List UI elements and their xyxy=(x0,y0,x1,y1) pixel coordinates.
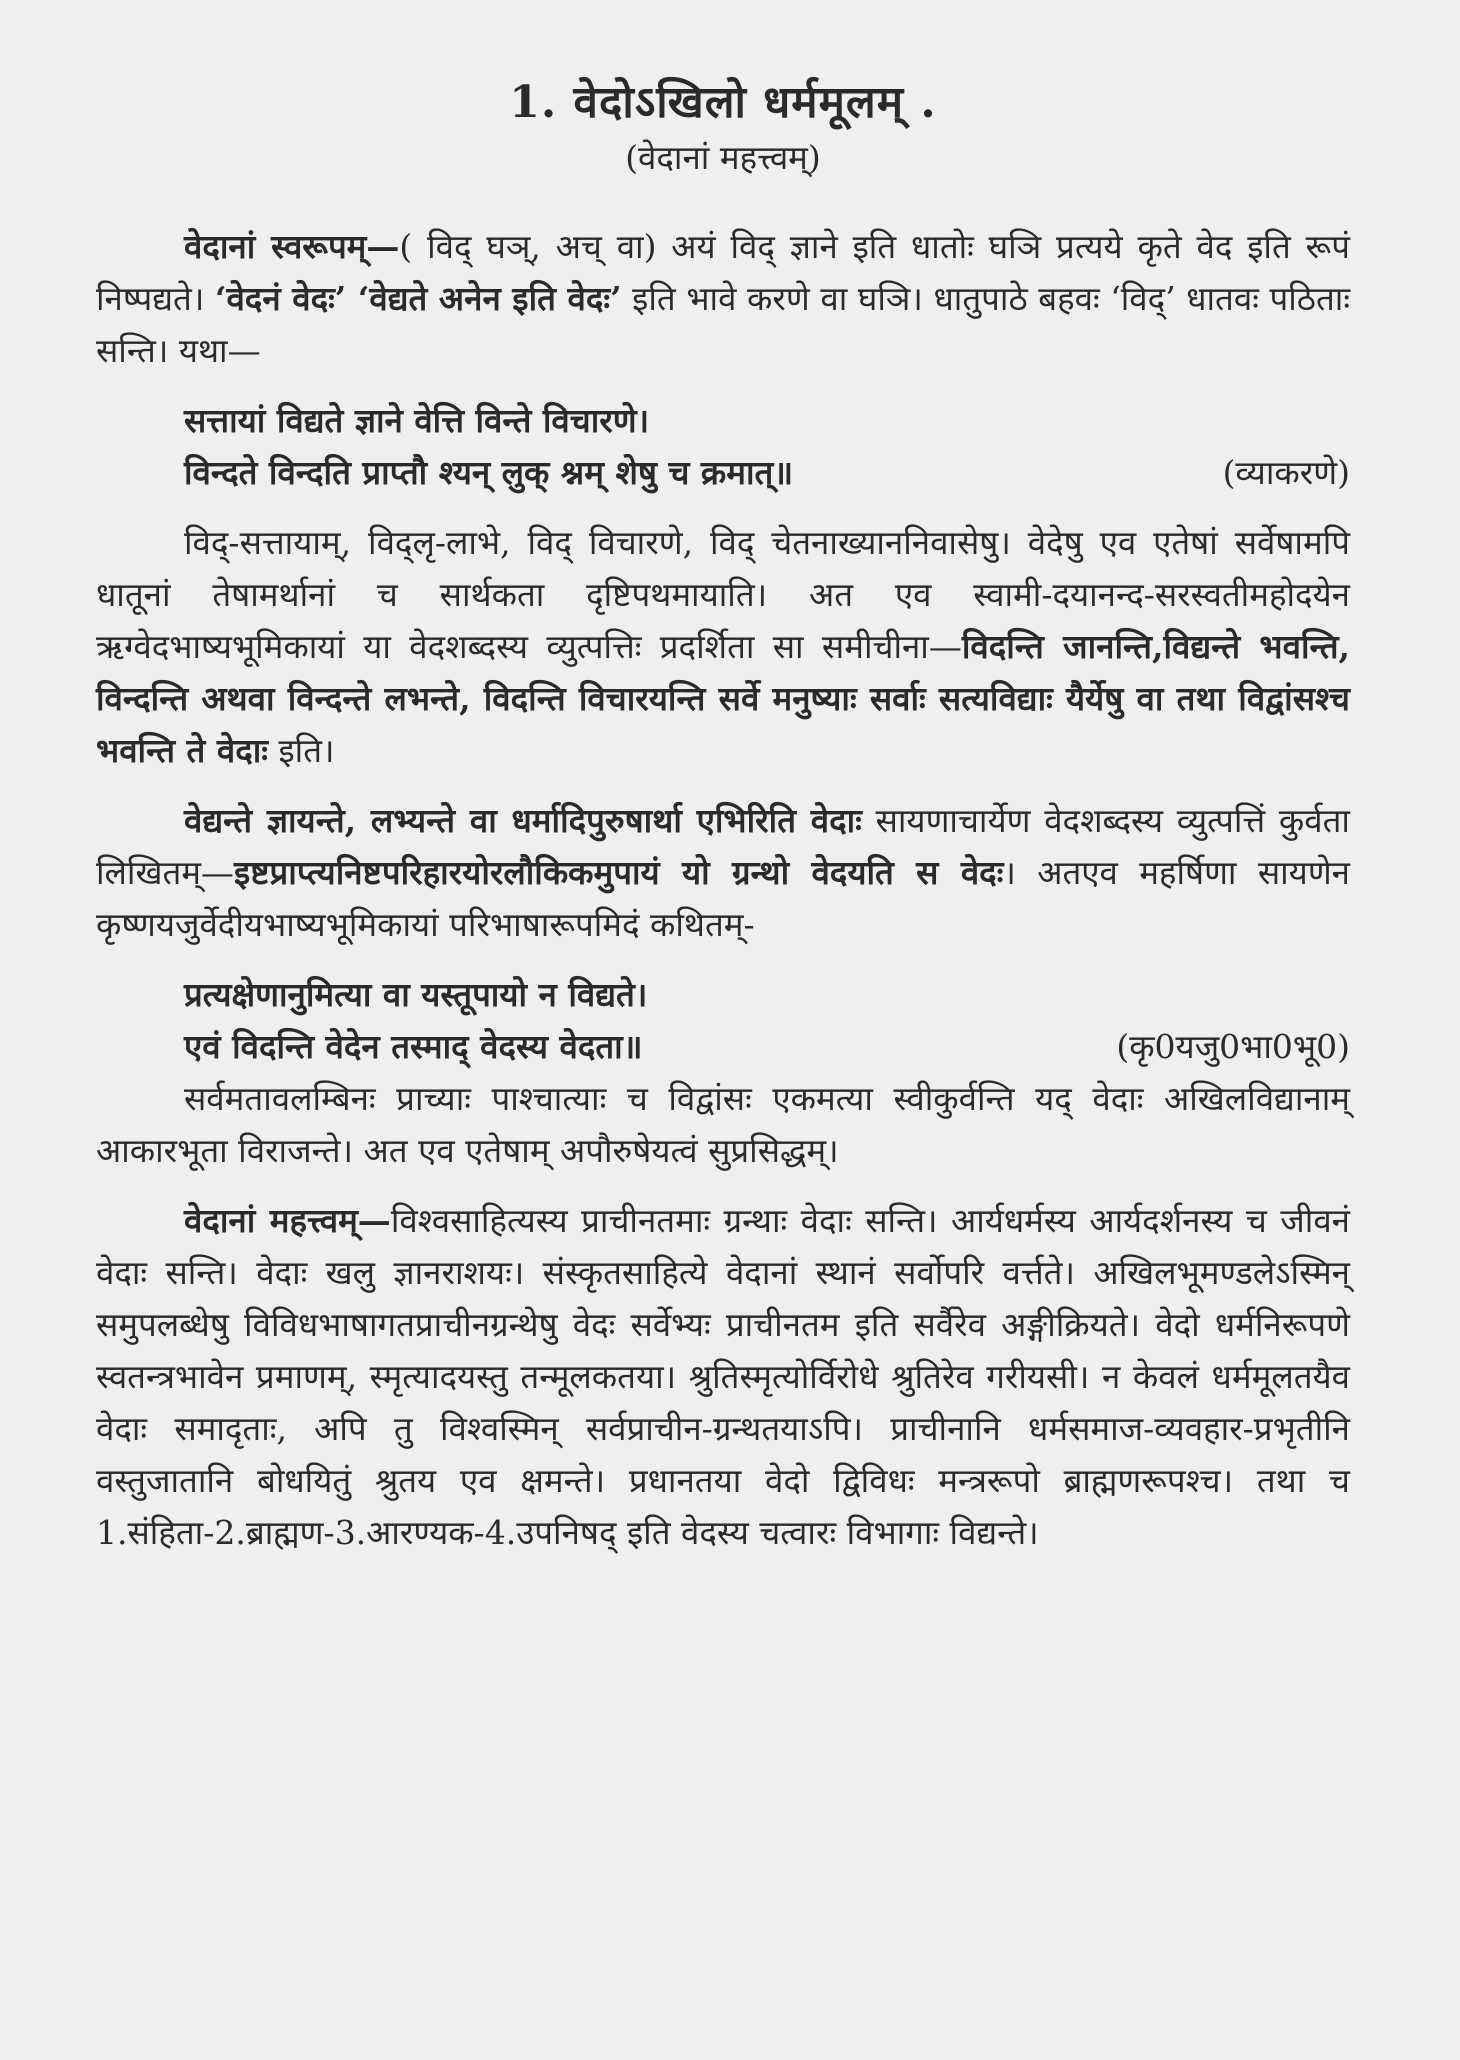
paragraph-sayana: वेद्यन्ते ज्ञायन्ते, लभ्यन्ते वा धर्मादिपुरुषार्था एभिरिति वेदाः सायणाचार्येण वेदशब्दस्य व्युत्पत्तिं कुर्वता लिखितम्—इष्टप्राप्त्यनिष्टपरिहारयोरलौकिकमुपायं यो ग्रन्थो वेदयति स वेदः। अतएव महर्षिणा सायणेन कृष्णयजुर्वेदीयभाष्यभूमिकायां परिभाषारूपमिदं कथितम्- xyxy=(96,801,1350,944)
paragraph-dhatu: विद्-सत्तायाम्, विद्लृ-लाभे, विद् विचारणे, विद् चेतनाख्याननिवासेषु। वेदेषु एव एतेषां सर्वेषामपि धातूनां तेषामर्थानां च सार्थकता दृष्टिपथमायाति। अत एव स्वामी-दयानन्द-सरस्वतीमहोदयेन ऋग्वेदभाष्यभूमिकायां या वेदशब्दस्य व्युत्पत्तिः प्रदर्शिता सा समीचीना—विदन्ति जानन्ति,विद्यन्ते भवन्ति, विन्दन्ति अथवा विन्दन्ते लभन्ते, विदन्ति विचारयन्ति सर्वे मनुष्याः सर्वाः सत्यविद्याः यैर्येषु वा तथा विद्वांसश्च भवन्ति ते वेदाः इति। xyxy=(96,523,1350,770)
verse-2-line-2: एवं विदन्ति वेदेन तस्माद् वेदस्य वेदता॥ (कृ0यजु0भा0भू0) xyxy=(96,1021,1350,1073)
verse-1-line-1: सत्तायां विद्यते ज्ञाने वेत्ति विन्ते विचारणे। xyxy=(184,401,650,440)
paragraph-svaroopam: वेदानां स्वरूपम्—( विद् घञ्, अच् वा) अयं विद् ज्ञाने इति धातोः घञि प्रत्यये कृते वेद इति रूपं निष्पद्यते। ‘वेदनं वेदः’ ‘वेद्यते अनेन इति वेदः’ इति भावे करणे वा घञि। धातुपाठे बहवः ‘विद्’ धातवः पठिताः सन्ति। यथा— xyxy=(96,227,1350,370)
verse-1-reference: (व्याकरणे) xyxy=(1222,453,1350,492)
verse-1-line-2: विन्दते विन्दति प्राप्तौ श्यन् लुक् श्नम् शेषु च क्रमात्॥ (व्याकरणे) xyxy=(96,447,1350,499)
paragraph-mahattvam: वेदानां महत्त्वम्—विश्वसाहित्यस्य प्राचीनतमाः ग्रन्थाः वेदाः सन्ति। आर्यधर्मस्य आर्यदर्शनस्य च जीवनं वेदाः सन्ति। वेदाः खलु ज्ञानराशयः। संस्कृतसाहित्ये वेदानां स्थानं सर्वोपरि वर्त्तते। अखिलभूमण्डलेऽस्मिन् समुपलब्धेषु विविधभाषागतप्राचीनग्रन्थेषु वेदः सर्वेभ्यः प्राचीनतम इति सर्वैरेव अङ्गीक्रियते। वेदो धर्मनिरूपणे स्वतन्त्रभावेन प्रमाणम्, स्मृत्यादयस्तु तन्मूलकतया। श्रुतिस्मृत्योर्विरोधे श्रुतिरेव गरीयसी। न केवलं धर्ममूलतयैव वेदाः समादृताः, अपि तु विश्वस्मिन् सर्वप्राचीन-ग्रन्थतयाऽपि। प्राचीनानि धर्मसमाज-व्यवहार-प्रभृतीनि वस्तुजातानि बोधयितुं श्रुतय एव क्षमन्ते। प्रधानतया वेदो द्विविधः मन्त्ररूपो ब्राह्मणरूपश्च। तथा च 1.संहिता-2.ब्राह्मण-3.आरण्यक-4.उपनिषद् इति वेदस्य चत्वारः विभागाः विद्यन्ते। xyxy=(96,1201,1350,1552)
section-heading-mahattvam: वेदानां महत्त्वम्— xyxy=(184,1201,391,1240)
verse-2-line-1: प्रत्यक्षेणानुमित्या वा यस्तूपायो न विद्यते। xyxy=(184,975,648,1014)
chapter-subtitle: (वेदानां महत्त्वम्) xyxy=(625,138,821,177)
chapter-title: 1. वेदोऽखिलो धर्ममूलम् . xyxy=(509,77,937,128)
section-heading-svaroopam: वेदानां स्वरूपम्— xyxy=(184,227,400,266)
verse-2-reference: (कृ0यजु0भा0भू0) xyxy=(1116,1027,1350,1066)
paragraph-apaurusheya: सर्वमतावलम्बिनः प्राच्याः पाश्चात्याः च विद्वांसः एकमत्या स्वीकुर्वन्ति यद् वेदाः अखिलविद्यानाम् आकारभूता विराजन्ते। अत एव एतेषाम् अपौरुषेयत्वं सुप्रसिद्धम्। xyxy=(96,1079,1350,1170)
